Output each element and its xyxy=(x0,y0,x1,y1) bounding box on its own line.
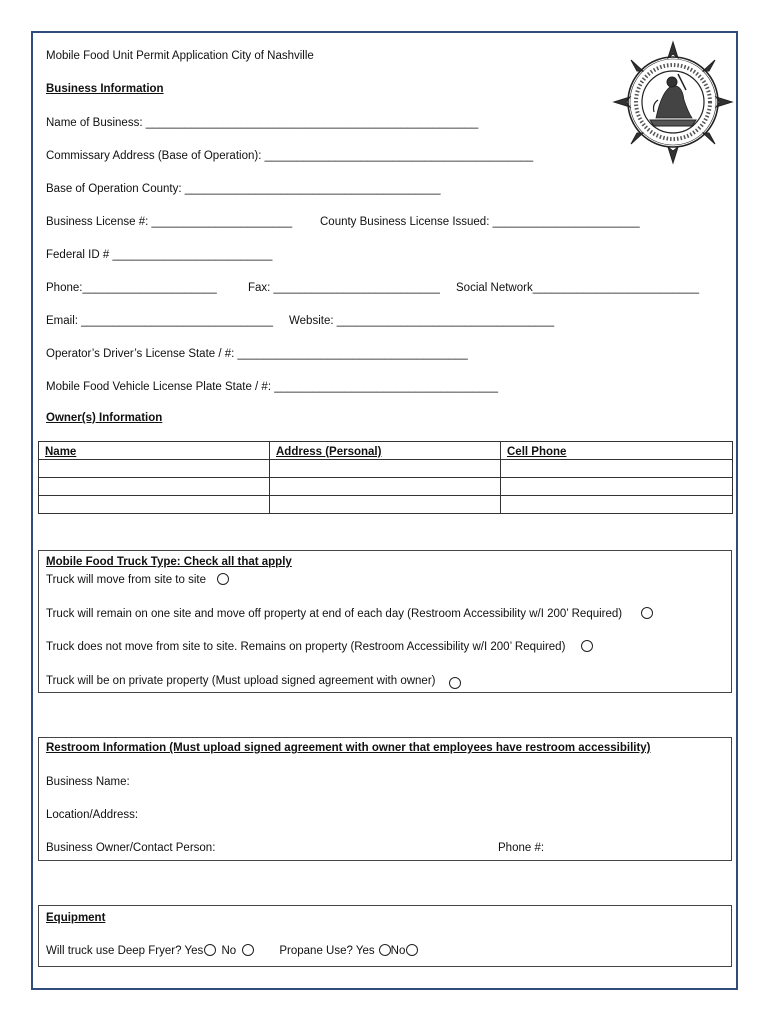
truck-option-1 xyxy=(46,573,229,587)
county-field[interactable]: Base of Operation County: ________________________________________ xyxy=(46,183,441,195)
deep-fryer-yes-label: Yes xyxy=(184,945,204,957)
city-seal-icon xyxy=(612,40,734,165)
table-row xyxy=(39,496,733,514)
owner-address-cell[interactable] xyxy=(270,496,501,514)
owner-name-cell[interactable] xyxy=(39,460,270,478)
fax-field[interactable]: Fax: __________________________ xyxy=(248,282,440,294)
owners-table-header xyxy=(39,442,733,460)
truck-option-4 xyxy=(46,674,461,689)
deep-fryer-yes-radio[interactable] xyxy=(204,944,216,956)
owner-address-cell[interactable] xyxy=(270,460,501,478)
deep-fryer-question: Will truck use Deep Fryer? xyxy=(46,945,182,957)
truck-type-section xyxy=(38,550,732,693)
phone-field[interactable]: Phone:_____________________ xyxy=(46,282,217,294)
column-header-cell-phone: Cell Phone xyxy=(501,442,733,460)
license-plate-field[interactable]: Mobile Food Vehicle License Plate State / #: ___________________________________ xyxy=(46,381,499,393)
owner-address-cell[interactable] xyxy=(270,478,501,496)
truck-option-4-label: Truck will be on private property (Must upload signed agreement with owner) xyxy=(46,675,436,687)
propane-no-radio[interactable] xyxy=(406,944,418,956)
name-of-business-field[interactable]: Name of Business: ____________________________________________________ xyxy=(46,117,479,129)
form-title: Mobile Food Unit Permit Application City of Nashville xyxy=(46,50,314,62)
truck-option-1-label: Truck will move from site to site xyxy=(46,574,206,586)
truck-option-2-label: Truck will remain on one site and move off property at end of each day (Restroom Accessibility w/I 200’ Required) xyxy=(46,608,623,620)
truck-option-1-radio[interactable] xyxy=(217,573,229,585)
equipment-heading: Equipment xyxy=(46,912,106,924)
restroom-heading: Restroom Information (Must upload signed agreement with owner that employees have restroom accessibility) xyxy=(46,742,651,754)
table-row xyxy=(39,460,733,478)
owner-name-cell[interactable] xyxy=(39,478,270,496)
restroom-phone-field[interactable]: Phone #: xyxy=(498,842,545,854)
truck-type-heading: Mobile Food Truck Type: Check all that apply xyxy=(46,556,292,568)
truck-option-4-radio[interactable] xyxy=(449,677,461,689)
truck-option-3-label: Truck does not move from site to site. Remains on property (Restroom Accessibility w/I 200’ Required) xyxy=(46,641,566,653)
column-header-name: Name xyxy=(39,442,270,460)
owners-table xyxy=(38,441,733,514)
owner-phone-cell[interactable] xyxy=(501,478,733,496)
owner-name-cell[interactable] xyxy=(39,496,270,514)
federal-id-field[interactable]: Federal ID # _________________________ xyxy=(46,249,273,261)
truck-option-2 xyxy=(46,607,653,621)
restroom-location-field[interactable]: Location/Address: xyxy=(46,809,139,821)
truck-option-2-radio[interactable] xyxy=(641,607,653,619)
owner-phone-cell[interactable] xyxy=(501,460,733,478)
truck-option-3-radio[interactable] xyxy=(581,640,593,652)
driver-license-field[interactable]: Operator’s Driver’s License State / #: ____________________________________ xyxy=(46,348,468,360)
propane-no-label: No xyxy=(390,945,406,957)
business-info-heading: Business Information xyxy=(46,83,164,95)
deep-fryer-no-label: No xyxy=(221,945,237,957)
propane-question: Propane Use? xyxy=(279,945,353,957)
email-field[interactable]: Email: ______________________________ xyxy=(46,315,274,327)
business-license-field[interactable]: Business License #: ______________________ xyxy=(46,216,293,228)
website-field[interactable]: Website: __________________________________ xyxy=(289,315,555,327)
column-header-address: Address (Personal) xyxy=(270,442,501,460)
truck-option-3 xyxy=(46,640,593,654)
table-row xyxy=(39,478,733,496)
social-network-field[interactable]: Social Network__________________________ xyxy=(456,282,699,294)
county-business-license-field[interactable]: County Business License Issued: _______________________ xyxy=(320,216,640,228)
owners-info-heading: Owner(s) Information xyxy=(46,412,163,424)
deep-fryer-no-radio[interactable] xyxy=(242,944,254,956)
commissary-address-field[interactable]: Commissary Address (Base of Operation): __________________________________________ xyxy=(46,150,534,162)
propane-yes-radio[interactable] xyxy=(379,944,391,956)
restroom-contact-field[interactable]: Business Owner/Contact Person: xyxy=(46,842,216,854)
restroom-business-name-field[interactable]: Business Name: xyxy=(46,776,130,788)
propane-yes-label: Yes xyxy=(355,945,375,957)
equipment-questions xyxy=(46,944,418,958)
owner-phone-cell[interactable] xyxy=(501,496,733,514)
